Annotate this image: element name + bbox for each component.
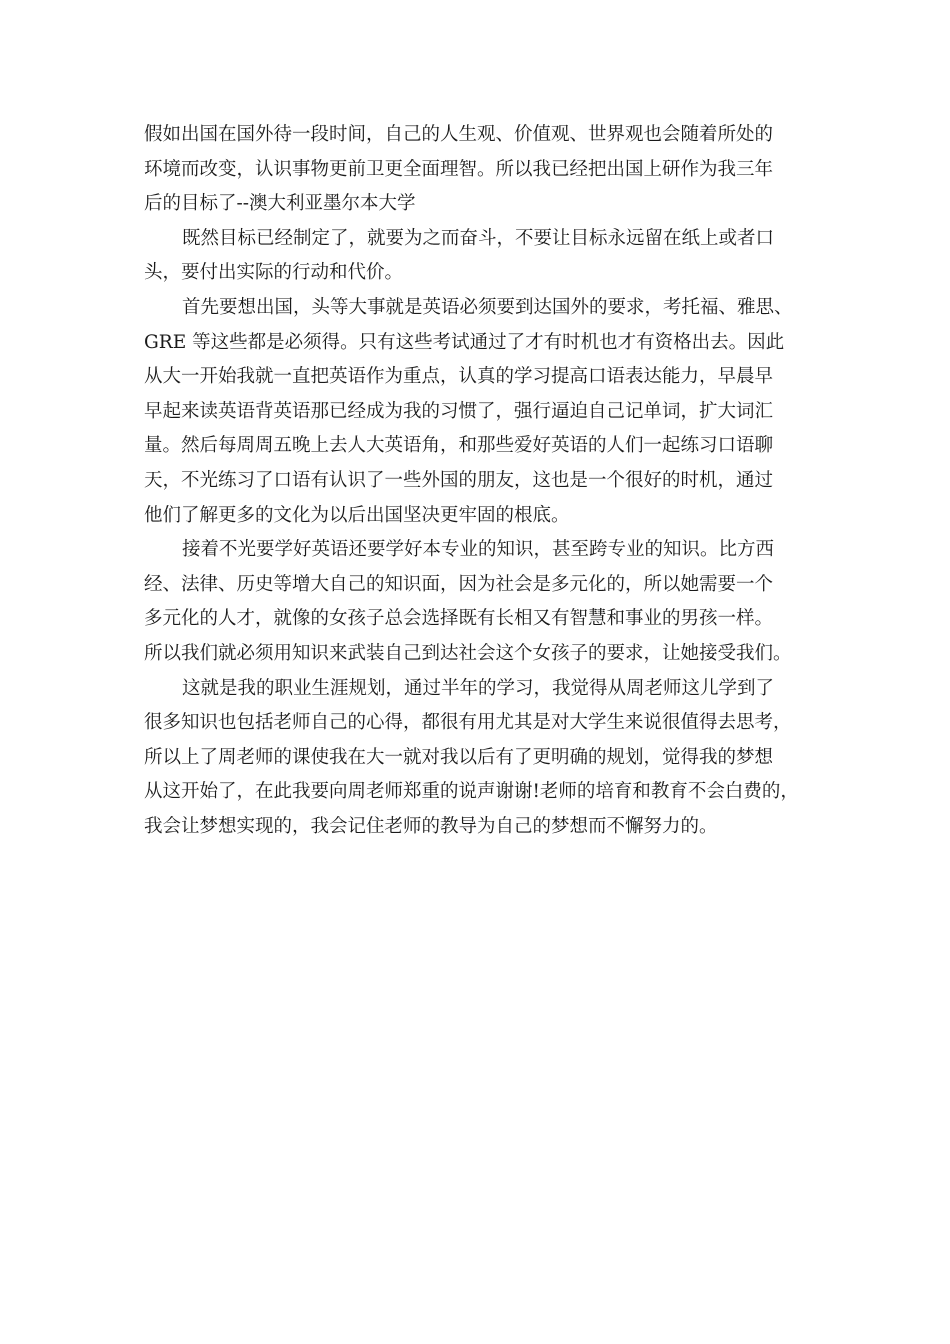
document-body bbox=[144, 118, 824, 844]
text-line: 头，要付出实际的行动和代价。 bbox=[144, 262, 404, 284]
text-line: 环境而改变，认识事物更前卫更全面理智。所以我已经把出国上研作为我三年 bbox=[144, 158, 774, 180]
text-line: 经、法律、历史等增大自己的知识面，因为社会是多元化的，所以她需要一个 bbox=[144, 573, 774, 595]
text-line: 很多知识也包括老师自己的心得，都很有用尤其是对大学生来说很值得去思考， bbox=[144, 712, 792, 734]
text-line: 量。然后每周周五晚上去人大英语角，和那些爱好英语的人们一起练习口语聊 bbox=[144, 435, 774, 457]
paragraph-first-line: 首先要想出国，头等大事就是英语必须要到达国外的要求，考托福、雅思、 bbox=[182, 296, 793, 318]
paragraph-first-line: 这就是我的职业生涯规划，通过半年的学习，我觉得从周老师这儿学到了 bbox=[182, 677, 775, 699]
text-line: 所以上了周老师的课使我在大一就对我以后有了更明确的规划，觉得我的梦想 bbox=[144, 746, 774, 768]
text-line: 多元化的人才，就像的女孩子总会选择既有长相又有智慧和事业的男孩一样。 bbox=[144, 608, 774, 630]
text-line: 从大一开始我就一直把英语作为重点，认真的学习提高口语表达能力，早晨早 bbox=[144, 366, 774, 388]
text-line: 所以我们就必须用知识来武装自己到达社会这个女孩子的要求，让她接受我们。 bbox=[144, 642, 792, 664]
text-line: 他们了解更多的文化为以后出国坚决更牢固的根底。 bbox=[144, 504, 570, 526]
text-line: 天，不光练习了口语有认识了一些外国的朋友，这也是一个很好的时机，通过 bbox=[144, 469, 774, 491]
text-line: GRE 等这些都是必须得。只有这些考试通过了才有时机也才有资格出去。因此 bbox=[144, 331, 785, 353]
text-line: 从这开始了，在此我要向周老师郑重的说声谢谢!老师的培育和教育不会白费的， bbox=[144, 781, 799, 803]
text-line: 我会让梦想实现的，我会记住老师的教导为自己的梦想而不懈努力的。 bbox=[144, 815, 718, 837]
paragraph-first-line: 既然目标已经制定了，就要为之而奋斗，不要让目标永远留在纸上或者口 bbox=[182, 227, 775, 249]
text-line: 早起来读英语背英语那已经成为我的习惯了，强行逼迫自己记单词，扩大词汇 bbox=[144, 400, 774, 422]
text-line: 假如出国在国外待一段时间，自己的人生观、价值观、世界观也会随着所处的 bbox=[144, 124, 774, 145]
paragraph-first-line: 接着不光要学好英语还要学好本专业的知识，甚至跨专业的知识。比方西 bbox=[182, 539, 775, 561]
text-line: 后的目标了--澳大利亚墨尔本大学 bbox=[144, 193, 416, 215]
